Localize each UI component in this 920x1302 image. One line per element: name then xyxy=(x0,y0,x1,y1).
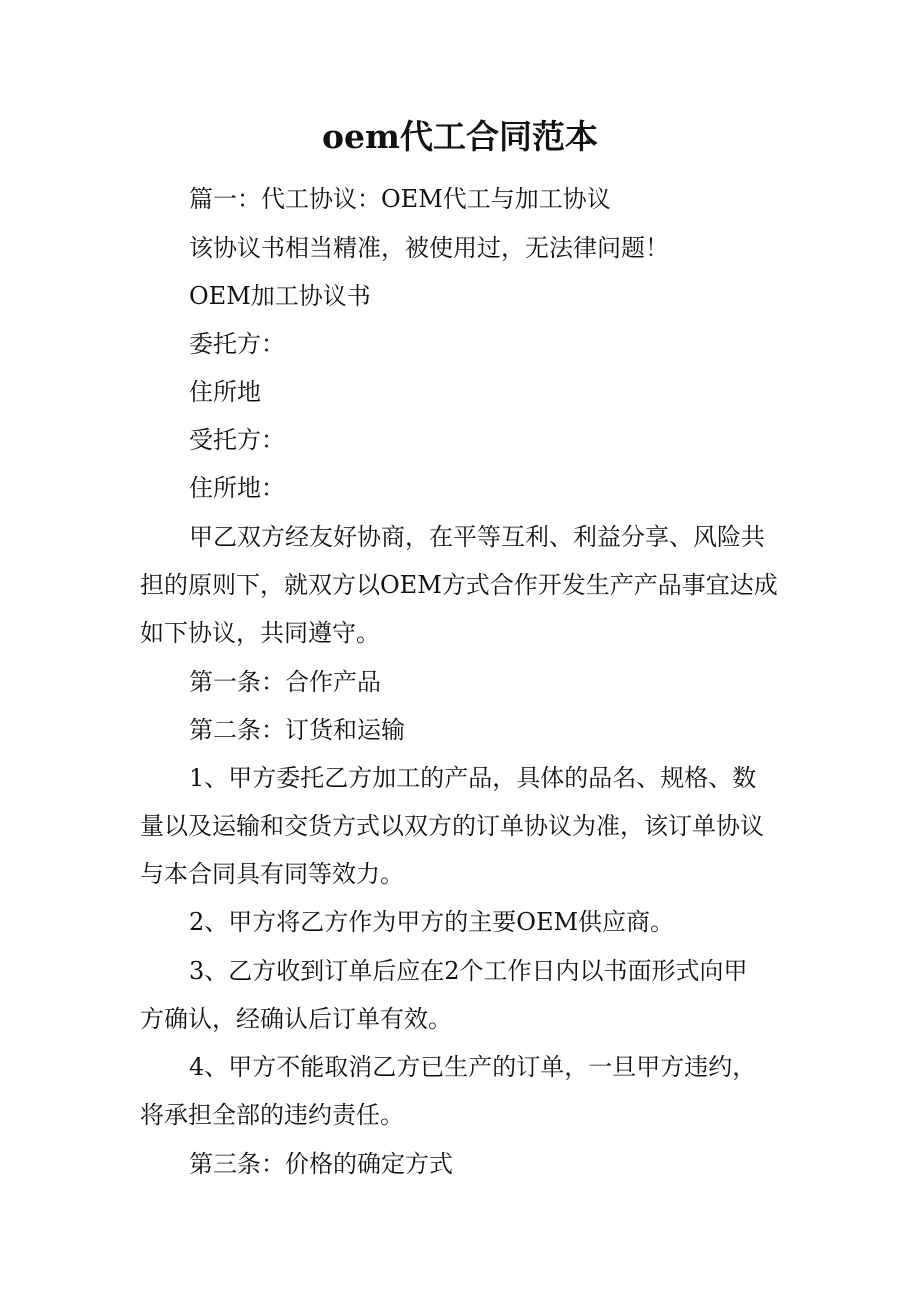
section-heading-part-one: 篇一：代工协议：OEM代工与加工协议 xyxy=(189,185,611,213)
principal-address-label: 住所地 xyxy=(189,378,261,406)
clause-4-line-2: 将承担全部的违约责任。 xyxy=(140,1101,404,1129)
preamble-line-1: 甲乙双方经友好协商，在平等互利、利益分享、风险共 xyxy=(189,523,765,551)
clause-2-line-1: 2、甲方将乙方作为甲方的主要OEM供应商。 xyxy=(189,908,675,936)
clause-3-line-2: 方确认，经确认后订单有效。 xyxy=(140,1005,452,1033)
preamble-line-2: 担的原则下，就双方以OEM方式合作开发生产产品事宜达成 xyxy=(140,571,778,599)
agreement-heading: OEM加工协议书 xyxy=(189,282,371,310)
article-three-heading: 第三条：价格的确定方式 xyxy=(189,1150,453,1178)
clause-1-line-3: 与本合同具有同等效力。 xyxy=(140,860,404,888)
contractor-address-label: 住所地： xyxy=(189,474,285,502)
clause-1-line-1: 1、甲方委托乙方加工的产品，具体的品名、规格、数 xyxy=(189,764,757,792)
document-title: oem代工合同范本 xyxy=(322,117,598,156)
article-two-heading: 第二条：订货和运输 xyxy=(189,716,405,744)
clause-1-line-2: 量以及运输和交货方式以双方的订单协议为准，该订单协议 xyxy=(140,812,764,840)
clause-4-line-1: 4、甲方不能取消乙方已生产的订单，一旦甲方违约， xyxy=(189,1053,757,1081)
principal-party-label: 委托方： xyxy=(189,330,285,358)
clause-3-line-1: 3、乙方收到订单后应在2个工作日内以书面形式向甲 xyxy=(189,957,748,985)
contractor-party-label: 受托方： xyxy=(189,426,285,454)
preamble-line-3: 如下协议，共同遵守。 xyxy=(140,619,380,647)
note-line: 该协议书相当精准，被使用过，无法律问题！ xyxy=(189,234,669,262)
article-one-heading: 第一条：合作产品 xyxy=(189,668,381,696)
